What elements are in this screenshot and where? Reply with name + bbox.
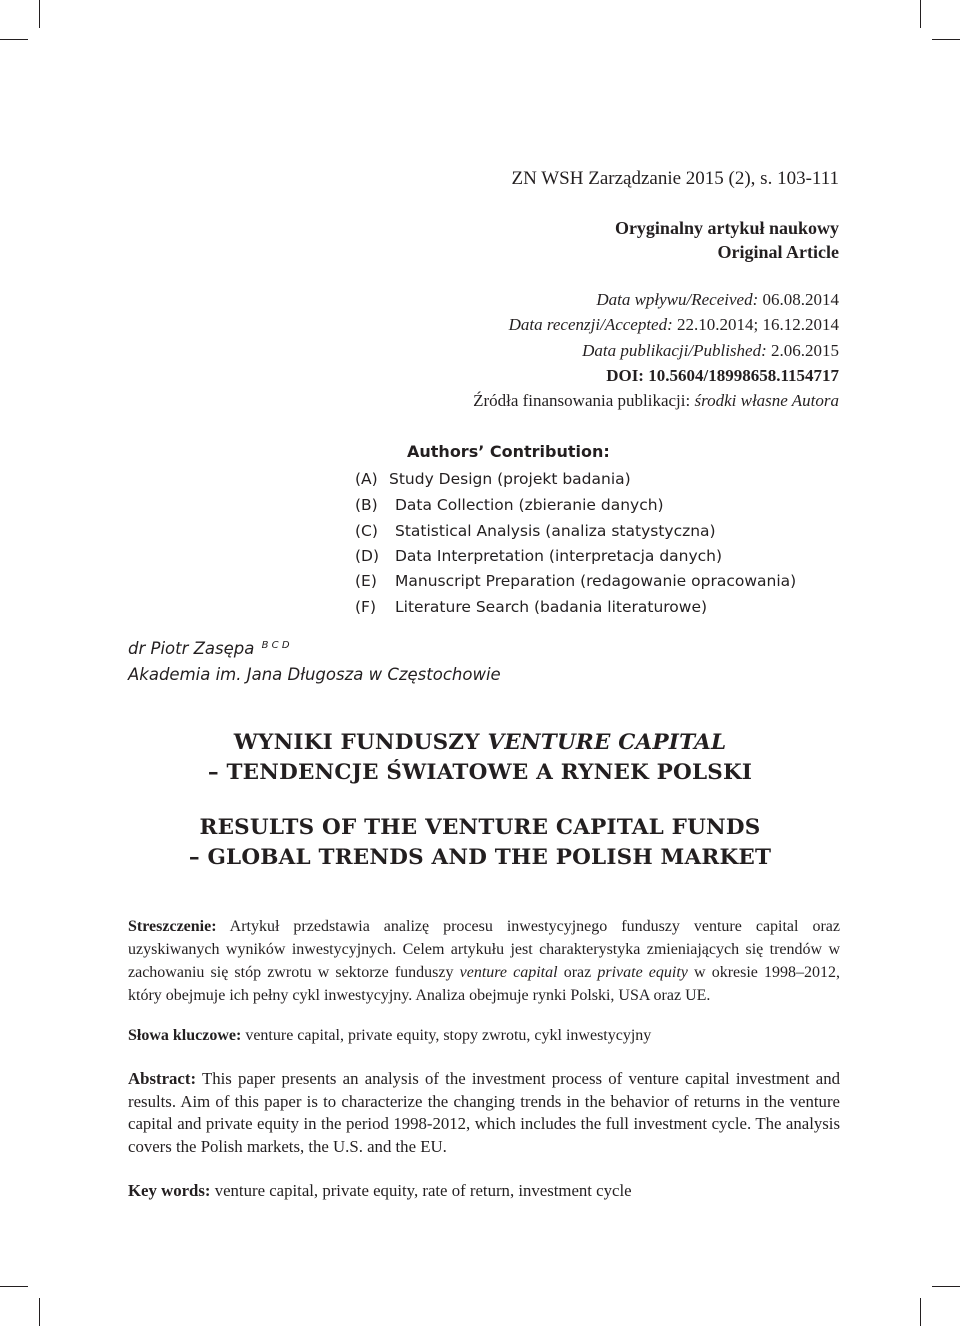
abstract-pl-text-2: oraz xyxy=(557,964,598,981)
keywords-en-text: venture capital, private equity, rate of return, investment cycle xyxy=(210,1181,632,1200)
crop-mark-bottom-right-h xyxy=(932,1286,960,1287)
received-label: Data wpływu/Received: xyxy=(596,290,759,309)
published-label: Data publikacji/Published: xyxy=(582,341,767,360)
crop-mark-top-right xyxy=(920,0,921,28)
contribution-letter: (B) xyxy=(355,496,378,514)
title-pl-text: WYNIKI FUNDUSZY xyxy=(233,730,488,755)
abstract-en xyxy=(128,1068,840,1158)
keywords-pl-label: Słowa kluczowe: xyxy=(128,1027,242,1044)
contribution-item-a xyxy=(355,470,631,488)
funding-value: środki własne Autora xyxy=(694,391,839,410)
contribution-heading: Authors’ Contribution: xyxy=(407,442,610,461)
published-line xyxy=(582,341,839,361)
keywords-en xyxy=(128,1180,840,1203)
published-value: 2.06.2015 xyxy=(771,341,839,360)
accepted-label: Data recenzji/Accepted: xyxy=(508,315,673,334)
author-name-line xyxy=(128,639,290,658)
abstract-pl-italic-1: venture capital xyxy=(459,964,558,981)
accepted-line xyxy=(509,315,839,335)
crop-mark-bottom-left xyxy=(39,1298,40,1326)
title-en-line2: – GLOBAL TRENDS AND THE POLISH MARKET xyxy=(188,845,772,870)
keywords-pl xyxy=(128,1024,840,1047)
crop-mark-top-left xyxy=(39,0,40,28)
crop-mark-top-left-h xyxy=(0,39,28,40)
abstract-pl-text-3: w okresie 1998–2012, który obejmuje ich pełny cykl inwestycyjny. Analiza obejmuje rynki Polski, USA oraz UE. xyxy=(128,964,841,1004)
doi: DOI: 10.5604/18998658.1154717 xyxy=(606,366,839,385)
contribution-item-c xyxy=(355,522,716,540)
contribution-text: Manuscript Preparation (redagowanie opracowania) xyxy=(395,572,797,590)
title-pl-line2: – TENDENCJE ŚWIATOWE A RYNEK POLSKI xyxy=(207,760,753,785)
received-line xyxy=(596,290,839,310)
contribution-text: Statistical Analysis (analiza statystyczna) xyxy=(395,522,716,540)
accepted-value: 22.10.2014; 16.12.2014 xyxy=(677,315,839,334)
abstract-pl-italic-2: private equity xyxy=(597,964,688,981)
title-pl-italic: VENTURE CAPITAL xyxy=(487,730,727,755)
contribution-letter: (A) xyxy=(355,470,378,488)
funding-label: Źródła finansowania publikacji: xyxy=(473,391,691,410)
abstract-en-text: This paper presents an analysis of the investment process of venture capital investment and results. Aim of this paper is to characterize the changing trends in the behavior of returns in the venture capital and private equity in the period 1998-2012, which includes the full investment cycle. The analysis covers the Polish markets, the U.S. and the EU. xyxy=(128,1069,840,1156)
abstract-en-label: Abstract: xyxy=(128,1069,197,1088)
article-type-en: Original Article xyxy=(717,242,839,262)
title-en-line1: RESULTS OF THE VENTURE CAPITAL FUNDS xyxy=(199,815,761,840)
contribution-text: Data Interpretation (interpretacja danych) xyxy=(395,547,723,565)
contribution-text: Data Collection (zbieranie danych) xyxy=(395,496,664,514)
contribution-text: Literature Search (badania literaturowe) xyxy=(395,598,708,616)
contribution-letter: (C) xyxy=(355,522,378,540)
funding-line xyxy=(473,391,839,411)
crop-mark-bottom-left-h xyxy=(0,1286,28,1287)
author-name: dr Piotr Zasępa xyxy=(128,639,255,658)
abstract-pl-label: Streszczenie: xyxy=(128,918,217,935)
journal-citation: ZN WSH Zarządzanie 2015 (2), s. 103-111 xyxy=(511,168,839,189)
crop-mark-bottom-right xyxy=(920,1298,921,1326)
keywords-en-label: Key words: xyxy=(128,1181,211,1200)
crop-mark-top-right-h xyxy=(932,39,960,40)
contribution-item-f xyxy=(355,598,707,616)
contribution-letter: (F) xyxy=(355,598,377,616)
author-affiliation: Akademia im. Jana Długosza w Częstochowie xyxy=(128,665,501,684)
contribution-letter: (D) xyxy=(355,547,380,565)
keywords-pl-text: venture capital, private equity, stopy zwrotu, cykl inwestycyjny xyxy=(241,1027,652,1044)
contribution-item-b xyxy=(355,496,664,514)
contribution-item-e xyxy=(355,572,796,590)
contribution-item-d xyxy=(355,547,722,565)
contribution-letter: (E) xyxy=(355,572,377,590)
article-type-pl: Oryginalny artykuł naukowy xyxy=(614,218,839,238)
abstract-pl-text: Artykuł przedstawia analizę procesu inwestycyjnego funduszy venture capital oraz uzyskiwanych wyników inwestycyjnych. Celem artykułu jest charakterystyka zmieniających się trendów w zachowaniu się stóp zwrotu w sektorze funduszy xyxy=(128,918,840,981)
contribution-text: Study Design (projekt badania) xyxy=(389,470,631,488)
title-pl-line1 xyxy=(0,730,960,755)
abstract-pl xyxy=(128,915,840,1007)
author-roles: B C D xyxy=(261,640,290,651)
received-value: 06.08.2014 xyxy=(762,290,839,309)
